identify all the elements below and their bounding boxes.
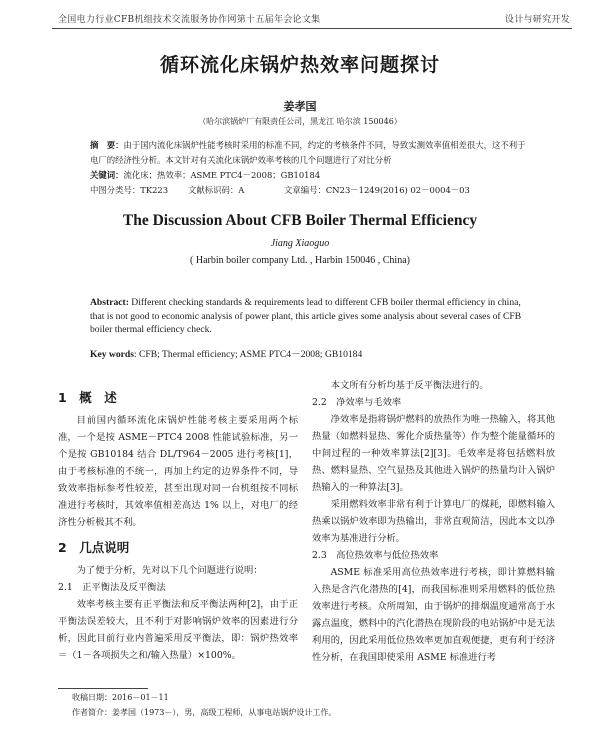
running-header-right: 设计与研究开发 — [504, 15, 570, 25]
left-column — [58, 385, 298, 664]
author-chinese: 姜孝国 — [283, 100, 317, 113]
section-2-2-paragraph-2: 采用燃料效率非常有利于计算电厂的煤耗，即燃料输入热乘以锅炉效率即为热输出，非常直观简洁，因此本文以净效率为基准进行分析。 — [312, 499, 555, 544]
abstract-en-label: Abstract: — [90, 297, 129, 308]
keywords-cn-text: 流化床；热效率；ASME PTC4－2008；GB10184 — [123, 170, 321, 180]
document-code: 文献标识码：A — [188, 185, 245, 195]
abstract-cn-label: 摘 要： — [90, 140, 124, 150]
section-1-paragraph: 目前国内循环流化床锅炉性能考核主要采用两个标准，一个是按 ASME－PTC4 2008 性能试验标准，另一个是按 GB10184 结合 DL/T964－2005 进行考核[1]，由于考核标准的不统一，再加上约定的边界条件不同，导致效率指标参考性较差，甚至出现对同一台机组按不同标准进行考核时，其效率值相差高达 1% 以上，对电厂的经济性分析极其不利。 — [58, 415, 298, 528]
section-2-1-heading: 2.1 正平衡法及反平衡法 — [58, 582, 166, 593]
keywords-cn-label: 关键词： — [90, 170, 124, 180]
abstract-cn-text: 由于国内流化床锅炉性能考核时采用的标准不同，约定的考核条件不同，导致实测效率值相差很大，这不利于电厂的经济性分析。本文针对有关流化床锅炉效率考核的几个问题进行了对比分析 — [90, 140, 526, 165]
affiliation-english: ( Harbin boiler company Ltd. , Harbin 150046 , China) — [190, 255, 410, 266]
section-2-3-heading: 2.3 高位热效率与低位热效率 — [312, 550, 439, 561]
classification-row — [90, 184, 470, 196]
running-header-left: 全国电力行业CFB机组技术交流服务协作网第十五届年会论文集 — [58, 15, 321, 25]
keywords-en-text: : CFB; Thermal efficiency; ASME PTC4－2008; GB10184 — [133, 349, 363, 360]
section-2-1-paragraph: 效率考核主要有正平衡法和反平衡法两种[2]，由于正平衡法误差较大，且不利于对影响锅炉效率的因素进行分析，因此目前行业内普遍采用反平衡法，即：锅炉热效率＝（1－各项损失之和/输入热量）×100%。 — [58, 599, 298, 661]
clc-number: 中图分类号：TK223 — [90, 185, 169, 195]
author-bio: 作者简介：姜孝国（1973－），男，高级工程师，从事电站锅炉设计工作。 — [72, 708, 337, 717]
keywords-en-label: Key words — [90, 349, 134, 360]
continuation-text: 本文所有分析均基于反平衡法进行的。 — [330, 380, 489, 391]
title-english: The Discussion About CFB Boiler Thermal Efficiency — [122, 212, 478, 229]
section-2-3-paragraph: ASME 标准采用高位热效率进行考核，即计算燃料输入热是含汽化潜热的[4]，而我国标准则采用燃料的低位热效率进行考核。众所周知，由于锅炉的排烟温度通常高于水露点温度，燃料中的汽化潜热在现阶段的电站锅炉中是无法利用的，因此采用低位热效率更加直观便捷，更有利于经济性分析，在我国即使采用 ASME 标准进行考 — [312, 567, 555, 663]
keywords-chinese — [90, 168, 530, 183]
author-english: Jiang Xiaoguo — [270, 238, 330, 249]
abstract-en-text: Different checking standards & requirements lead to different CFB boiler thermal efficiency in china, that is not good to economic analysis of power plant, this article gives some analysis about several cases of CFB boiler thermal efficiency check. — [90, 297, 522, 335]
section-2-2-heading: 2.2 净效率与毛效率 — [312, 397, 402, 408]
header-rule — [52, 28, 572, 29]
keywords-english — [90, 348, 535, 362]
article-number: 文章编号：CN23－1249(2016) 02－0004－03 — [284, 185, 470, 195]
abstract-chinese — [90, 138, 530, 168]
affiliation-chinese: （哈尔滨锅炉厂有限责任公司，黑龙江 哈尔滨 150046） — [198, 117, 402, 126]
abstract-english — [90, 296, 535, 337]
section-2-intro: 为了便于分析，先对以下几个问题进行说明： — [76, 565, 263, 576]
section-2-2-paragraph-1: 净效率是指将锅炉燃料的放热作为唯一热输入，将其他热量（如燃料显热、雾化介质热量等）作为整个能量循环的中间过程的一种效率算法[2][3]。毛效率是将包括燃料放热、燃料显热、空气显热及其他进入锅炉的热量均计入锅炉热输入的一种算法[3]。 — [312, 414, 555, 493]
footnote-rule — [58, 688, 148, 689]
section-1-heading: 1 概 述 — [58, 390, 117, 405]
title-chinese: 循环流化床锅炉热效率问题探讨 — [159, 54, 440, 76]
received-date: 收稿日期：2016－01－11 — [72, 693, 169, 702]
section-2-heading: 2 几点说明 — [58, 540, 130, 555]
right-column — [312, 377, 555, 666]
